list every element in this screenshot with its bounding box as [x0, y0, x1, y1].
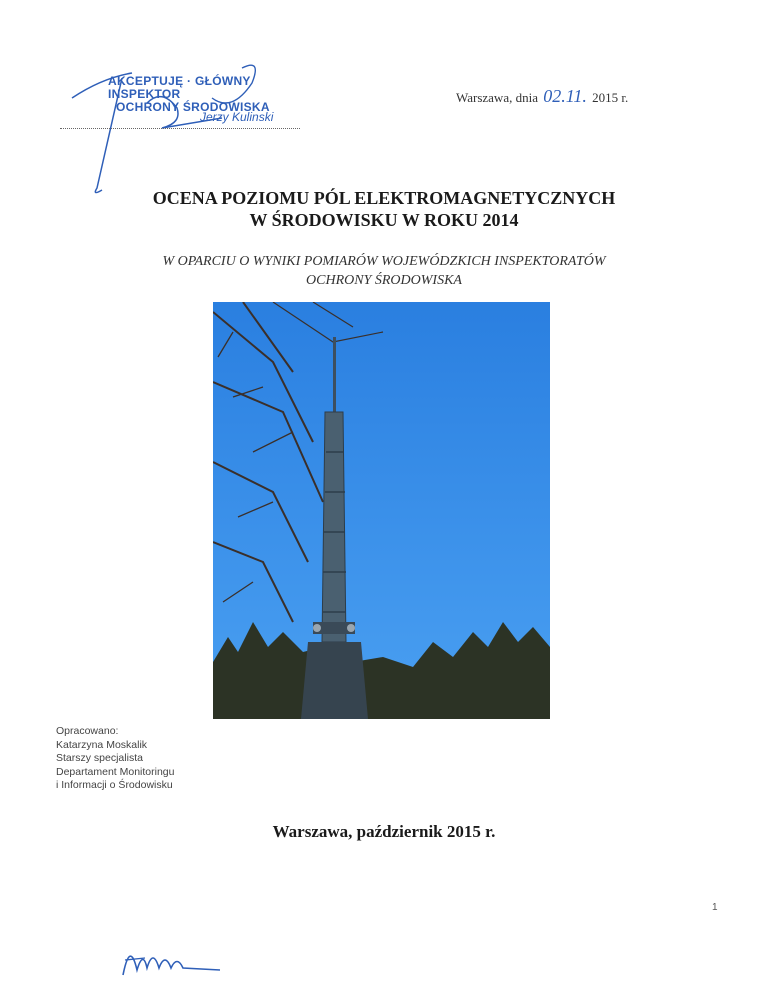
footer-place-date: Warszawa, październik 2015 r.	[272, 822, 496, 841]
document-title	[0, 187, 768, 231]
title-line-1: OCENA POZIOMU PÓL ELEKTROMAGNETYCZNYCH	[152, 188, 616, 208]
subtitle-line-1: W OPARCIU O WYNIKI POMIARÓW WOJEWÓDZKICH INSPEKTORATÓW	[162, 254, 606, 269]
handwritten-date: 02.11.	[543, 86, 587, 106]
prepared-dept-2: i Informacji o Środowisku	[56, 779, 173, 791]
signature-dotted-line	[60, 128, 300, 129]
place-date	[456, 86, 628, 107]
document-subtitle	[0, 252, 768, 290]
place-date-prefix: Warszawa, dnia	[456, 90, 538, 105]
stamp-line-1: AKCEPTUJĘ · GŁÓWNY INSPEKTOR	[108, 74, 251, 101]
subtitle-line-2: OCHRONY ŚRODOWISKA	[306, 273, 462, 288]
title-line-2: W ŚRODOWISKU W ROKU 2014	[249, 210, 519, 230]
prepared-position: Starszy specjalista	[56, 752, 143, 764]
prepared-dept-1: Departament Monitoringu	[56, 765, 175, 778]
stamp-signatory-name: Jerzy Kulinski	[200, 110, 274, 124]
prepared-label: Opracowano:	[56, 725, 119, 737]
cover-photo-transmitter-tower	[213, 302, 550, 719]
stamp-line-2: OCHRONY ŚRODOWISKA	[116, 100, 270, 114]
prepared-name: Katarzyna Moskalik	[56, 738, 148, 751]
prepared-by	[56, 725, 174, 793]
page-number: 1	[712, 902, 718, 913]
handwritten-signature-icon	[115, 930, 225, 985]
place-date-suffix: 2015 r.	[592, 90, 629, 105]
